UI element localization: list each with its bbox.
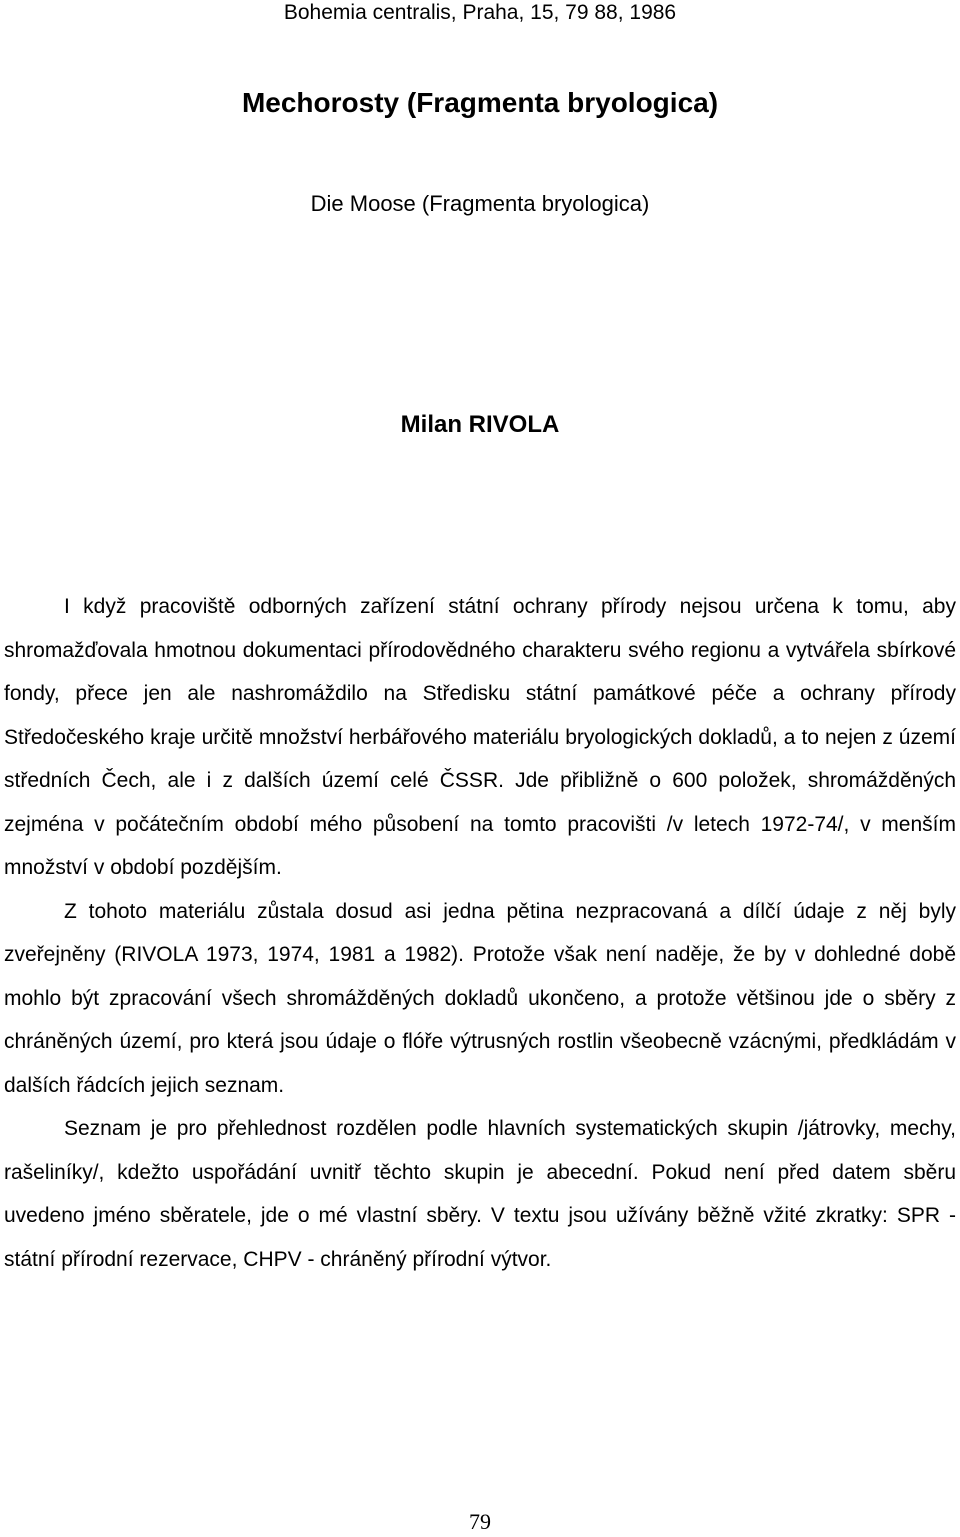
paragraph-material: Z tohoto materiálu zůstala dosud asi jedna pětina nezpracovaná a dílčí údaje z něj byly zveřejněny (RIVOLA 1973, 1974, 1981 a 1982). Protože však není naděje, že by v dohledné době mohlo být zpracování všech shromážděných dokladů ukončeno, a protože většinou jde o sběry z chráněných území, pro která jsou údaje o flóře výtrusných rostlin všeobecně vzácnými, předkládám v dalších řádcích jejich seznam. (4, 899, 956, 1097)
paragraph-list-notes: Seznam je pro přehlednost rozdělen podle hlavních systematických skupin /játrovky, mechy, rašeliníky/, kdežto uspořádání uvnitř těchto skupin je abecední. Pokud není před datem sběru uvedeno jméno sběratele, jde o mé vlastní sběry. V textu jsou užívány běžně vžité zkratky: SPR - státní přírodní rezervace, CHPV - chráněný přírodní výtvor. (4, 1117, 956, 1271)
page-number: 79 (469, 1509, 491, 1534)
journal-header: Bohemia centralis, Praha, 15, 79 88, 1986 (283, 1, 677, 24)
author-name: Milan RIVOLA (400, 411, 560, 438)
paragraph-intro: I když pracoviště odborných zařízení státní ochrany přírody nejsou určena k tomu, aby shromažďovala hmotnou dokumentaci přírodovědného charakteru svého regionu a vytvářela sbírkové fondy, přece jen ale nashromáždilo na Středisku státní památkové péče a ochrany přírody Středočeského kraje určitě množství herbářového materiálu bryologických dokladů, a to nejen z území středních Čech, ale i z dalších území celé ČSSR. Jde přibližně o 600 položek, shromážděných zejména v počátečním období mého působení na tomto pracovišti /v letech 1972-74/, v menším množství v období pozdějším. (4, 595, 956, 879)
article-body (4, 585, 956, 1281)
article-subtitle: Die Moose (Fragmenta bryologica) (310, 191, 650, 216)
article-title: Mechorosty (Fragmenta bryologica) (241, 87, 719, 118)
